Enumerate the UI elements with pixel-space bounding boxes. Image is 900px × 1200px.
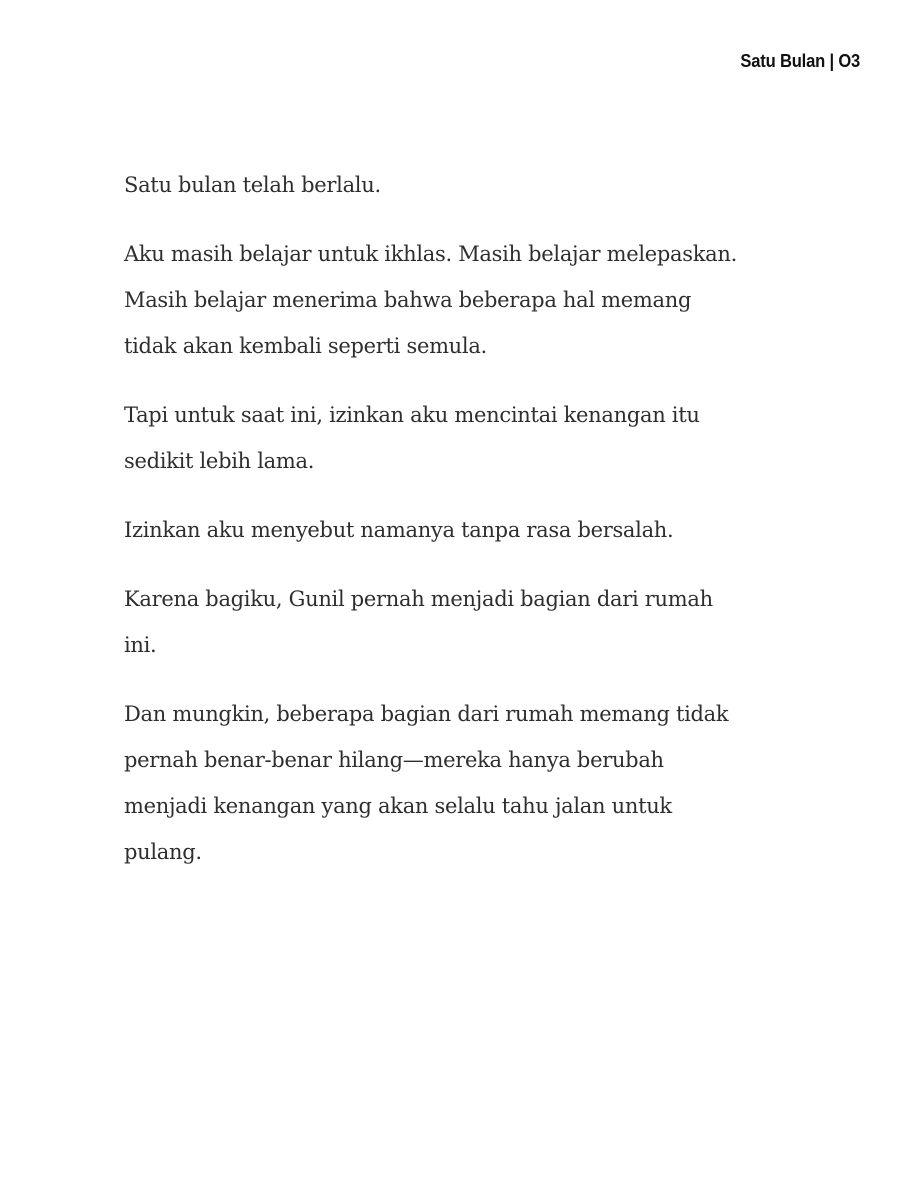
paragraph-3: Tapi untuk saat ini, izinkan aku mencintai kenangan itu sedikit lebih lama. xyxy=(124,403,700,473)
paragraph-5: Karena bagiku, Gunil pernah menjadi bagian dari rumah ini. xyxy=(124,587,713,657)
document-body xyxy=(124,162,804,898)
paragraph-1: Satu bulan telah berlalu. xyxy=(124,173,381,197)
page-header-title: Satu Bulan | O3 xyxy=(740,51,860,71)
paragraph-4: Izinkan aku menyebut namanya tanpa rasa bersalah. xyxy=(124,518,674,542)
paragraph-2: Aku masih belajar untuk ikhlas. Masih belajar melepaskan. Masih belajar menerima bahwa beberapa hal memang tidak akan kembali seperti semula. xyxy=(124,242,737,358)
paragraph-6: Dan mungkin, beberapa bagian dari rumah memang tidak pernah benar-benar hilang—mereka hanya berubah menjadi kenangan yang akan selalu tahu jalan untuk pulang. xyxy=(124,702,729,864)
